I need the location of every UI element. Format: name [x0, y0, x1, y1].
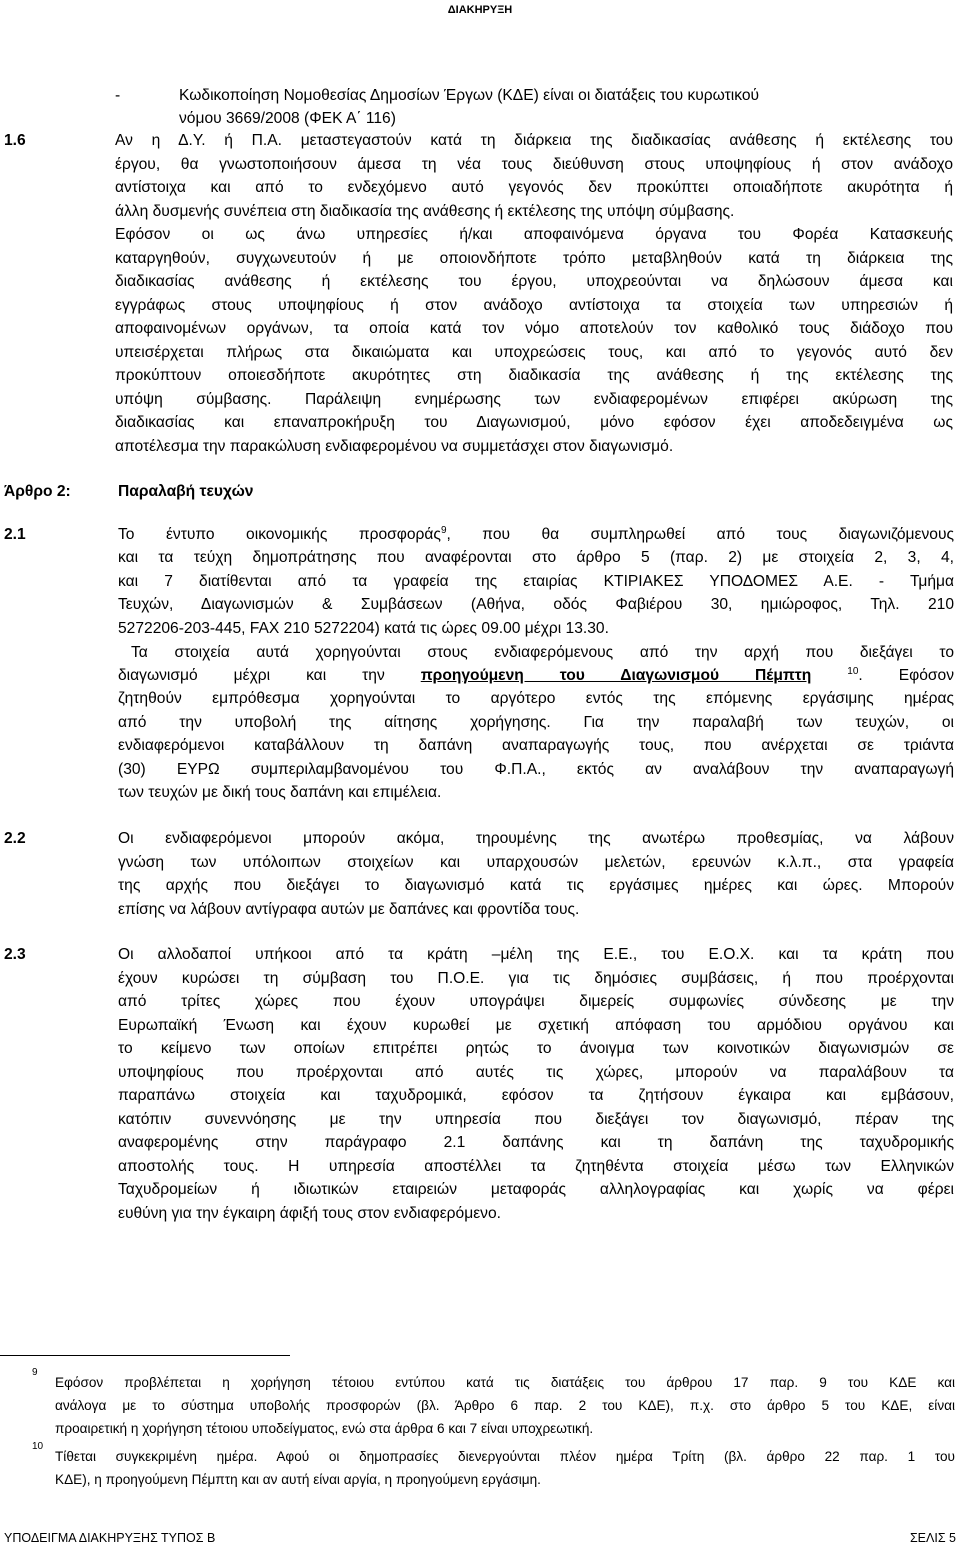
fn0-line: προαιρετική η χορήγηση τέτοιου υποδείγματος, ενώ στα άρθρα 6 και 7 είναι υποχρεωτική.: [55, 1421, 594, 1436]
sec23-line: το κείμενο των οποίων επιτρέπει ρητώς το άνοιγμα των κοινοτικών διαγωνισμών σε: [118, 1040, 954, 1057]
sec23-line: αναφερομένης στην παράγραφο 2.1 δαπάνης και τη δαπάνη της ταχυδρομικής: [118, 1134, 954, 1151]
sec16-line: άλλη δυσμενής συνέπεια στη διαδικασία της ανάθεσης ή εκτέλεσης της υπόψη σύμβασης.: [115, 202, 735, 220]
sec21a-line: Τευχών, Διαγωνισμών & Συμβάσεων (Αθήνα, οδός Φαβιέρου 30, ημιώροφος, Τηλ. 210: [118, 596, 954, 613]
sec16-line: υπόψη σύμβασης. Παράλειψη ενημέρωσης των ενδιαφερομένων επιφέρει ακύρωση της: [115, 390, 953, 408]
article-title: Παραλαβή τευχών: [118, 483, 254, 500]
sec21a-line: και 7 διατίθενται από τα γραφεία της εταιρίας ΚΤΙΡΙΑΚΕΣ ΥΠΟΔΟΜΕΣ Α.Ε. - Τμήμα: [118, 572, 954, 590]
footer-right: ΣΕΛΙΣ 5: [909, 1531, 956, 1545]
sec21b-line: των τευχών με δική τους δαπάνη και επιμέλεια.: [118, 784, 442, 801]
page-header-title: ΔΙΑΚΗΡΥΞΗ: [447, 4, 513, 16]
sec21b-line: από την υποβολή της αίτησης χορήγησης. Για την παραλαβή των τευχών, οι: [118, 713, 954, 731]
section-2-1-line-1: Το έντυπο οικονομικής προσφοράς$^9$, που θα συμπληρωθεί από τους διαγωνιζόμενους: [118, 524, 954, 543]
footnote-10-number: 10: [32, 1441, 44, 1452]
intro-line-2: νόμου 3669/2008 (ΦΕΚ Α΄ 116): [179, 110, 396, 127]
sec16-line: αποτέλεσμα την παρακώλυση ενδιαφερομένου να συμμετάσχει στον διαγωνισμό.: [115, 437, 674, 455]
sec23-line: αποστολής τους. Η υπηρεσία αποστέλλει τα ζητηθέντα στοιχεία μέσω των Ελληνικών: [118, 1157, 954, 1175]
sec22-line: της αρχής που διεξάγει το διαγωνισμό κατά τις εργάσιμες ημέρες και ώρες. Μπορούν: [118, 877, 954, 894]
article-label: Άρθρο 2:: [4, 483, 71, 500]
sec16-line: αποφαινομένων οργάνων, τα οποία κατά τον νόμο αποτελούν τον καθολικό τους διάδοχο που: [115, 320, 953, 337]
sec23-line: υποψηφίους που προέρχονται από αυτές τις χώρες, μπορούν να παραλάβουν τα: [118, 1063, 954, 1081]
sec23-line: από τρίτες χώρες που έχουν υπογράψει διμερείς συμφωνίες σύνδεσης με την: [118, 993, 954, 1010]
sec21b-line: ζητηθούν εμπρόθεσμα χορηγούνται το αργότερο εντός της επόμενης εργάσιμης ημέρας: [118, 690, 954, 707]
fn1-line: ΚΔΕ), η προηγούμενη Πέμπτη και αν αυτή είναι αργία, η προηγούμενη εργάσιμη.: [55, 1472, 541, 1487]
sec21a-line: και τα τεύχη δημοπράτησης που αναφέρονται στο άρθρο 5 (παρ. 2) με στοιχεία 2, 3, 4,: [118, 549, 954, 566]
section-2-1-p2-line-1: Τα στοιχεία αυτά χορηγούνται στους ενδιαφερόμενους από την αρχή που διεξάγει το: [131, 644, 954, 661]
sec16-line: καταργηθούν, συγχωνευτούν ή με οποιονδήποτε τρόπο μεταβληθούν κατά τη διάρκεια της: [115, 249, 953, 267]
sec23-line: παραπάνω στοιχεία και ταχυδρομικά, εφόσον τα ζητήσουν έγκαιρα και εμβάσουν,: [118, 1087, 954, 1104]
fn0-line: Εφόσον προβλέπεται η χορήγηση τέτοιου εντύπου κατά τις διατάξεις του άρθρου 17 παρ. 9 του ΚΔΕ και: [55, 1375, 955, 1390]
sec21b-line: (30) ΕΥΡΩ συμπεριλαμβανομένου του Φ.Π.Α., εκτός αν αναλάβουν την αναπαραγωγή: [118, 760, 954, 778]
sec22-line: γνώση των υπόλοιπων στοιχείων και υπαρχουσών μελετών, ερευνών κ.λ.π., στα γραφεία: [118, 853, 954, 871]
sec23-line: κατόπιν συνεννόησης με την υπηρεσία που διεξάγει τον διαγωνισμό, πέραν της: [118, 1110, 954, 1128]
sec22-line: Οι ενδιαφερόμενοι μπορούν ακόμα, τηρουμένης της ανωτέρω προθεσμίας, να λάβουν: [118, 830, 954, 847]
sec16-line: έργου, θα γνωστοποιήσουν άμεσα τη νέα τους διεύθυνση στους υποψηφίους ή στον ανάδοχο: [115, 155, 953, 173]
sec21b-line: ενδιαφερόμενοι καταβάλλουν τη δαπάνη αναπαραγωγής τους, που ανέρχεται σε τριάντα: [118, 737, 954, 754]
sec16-line: Εφόσον οι ως άνω υπηρεσίες ή/και αποφαινόμενα όργανα του Φορέα Κατασκευής: [115, 226, 953, 243]
sec16-line: αντίστοιχα και από το ενδεχόμενο αυτό γεγονός δεν προκύπτει οποιαδήποτε ακυρότητα ή: [115, 179, 953, 196]
sec22-line: επίσης να λάβουν αντίγραφα αυτών με δαπάνες και φροντίδα τους.: [118, 900, 580, 918]
sec23-line: έχουν κυρώσει τη σύμβαση του Π.Ο.Ε. για τις δημόσιες συμβάσεις, ή που προέρχονται: [118, 969, 954, 987]
section-number-2-2: 2.2: [4, 830, 26, 847]
intro-line-1: Κωδικοποίηση Νομοθεσίας Δημοσίων Έργων (ΚΔΕ) είναι οι διατάξεις του κυρωτικού: [179, 87, 760, 104]
sec16-line: εγγράφως στους υποψηφίους ή στον ανάδοχο αντίστοιχα τα στοιχεία των υπηρεσιών ή: [115, 296, 953, 314]
footnote-9-number: 9: [32, 1367, 38, 1378]
sec16-line: Αν η Δ.Υ. ή Π.Α. μεταστεγαστούν κατά τη διάρκεια της διαδικασίας ανάθεσης ή εκτέλεσης του: [115, 132, 953, 149]
sec23-line: Ευρωπαϊκή Ένωση και έχουν κυρωθεί με σχετική απόφαση του αρμόδιου οργάνου και: [118, 1016, 954, 1034]
fn1-line: Τίθεται συγκεκριμένη ημέρα. Αφού οι δημοπρασίες διενεργούνται πλέον ημέρα Τρίτη (βλ. άρθρο 22 παρ. 1 του: [55, 1449, 955, 1464]
sec16-line: υπεισέρχεται πλήρως στα δικαιώματα και υποχρεώσεις τους, και από το γεγονός αυτό δεν: [115, 343, 953, 361]
sec23-line: Ταχυδρομείων ή ιδιωτικών εταιρειών μεταφοράς αλληλογραφίας και χωρίς να φέρει: [118, 1181, 954, 1198]
sec16-line: διαδικασίας ανάθεσης ή εκτέλεσης του έργου, υποχρεούνται να δηλώσουν άμεσα και: [115, 273, 953, 290]
sec16-line: προκύπτουν οποιεσδήποτε ακυρότητες στη διαδικασία της ανάθεσης ή της εκτέλεσης της: [115, 367, 953, 384]
fn0-line: ανάλογα με το σύστημα υποβολής προσφορών (βλ. Άρθρο 6 παρ. 2 του ΚΔΕ), π.χ. στο άρθρο 5 του ΚΔΕ, είναι: [55, 1398, 955, 1413]
section-number-2-1: 2.1: [4, 526, 26, 543]
footer-left: ΥΠΟΔΕΙΓΜΑ ΔΙΑΚΗΡΥΞΗΣ ΤΥΠΟΣ Β: [4, 1531, 216, 1545]
sec16-line: διαδικασίας και επαναπροκήρυξη του Διαγωνισμού, μόνο εφόσον έχει αποδεδειγμένα ως: [115, 414, 953, 431]
section-number-2-3: 2.3: [4, 946, 26, 963]
deadline-underlined: προηγούμενη του Διαγωνισμού Πέμπτη: [420, 667, 812, 684]
sec23-line: Οι αλλοδαποί υπήκοοι από τα κράτη –μέλη της Ε.Ε., του Ε.Ο.Χ. και τα κράτη που: [118, 946, 954, 963]
sec21a-line: 5272206-203-445, FAX 210 5272204) κατά τις ώρες 09.00 μέχρι 13.30.: [118, 619, 609, 637]
section-number-1-6: 1.6: [4, 132, 26, 149]
section-2-1-p2-line-2: διαγωνισμό μέχρι και την προηγούμενη του Διαγωνισμού Πέμπτη $^{10}$. Εφόσον: [118, 665, 954, 684]
intro-bullet: -: [115, 87, 121, 104]
sec23-line: ευθύνη για την έγκαιρη άφιξή τους στον ενδιαφερόμενο.: [118, 1204, 501, 1222]
footnote-separator: [0, 1355, 290, 1356]
